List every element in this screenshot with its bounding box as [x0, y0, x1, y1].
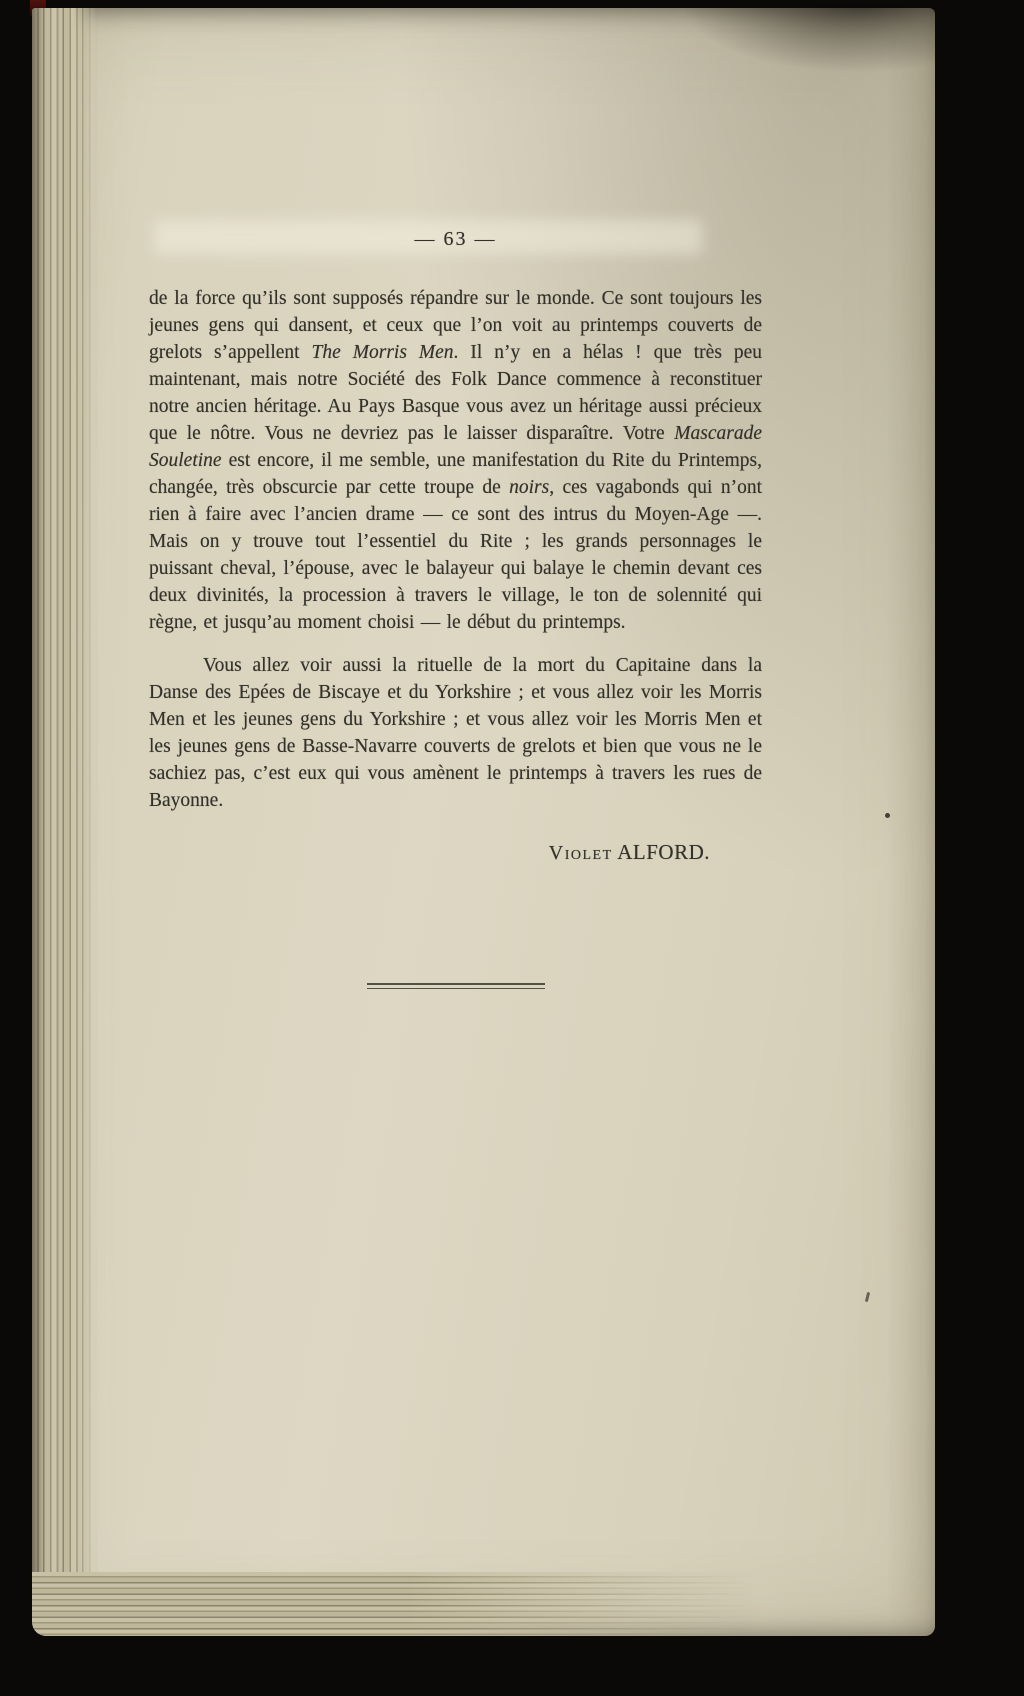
page-content	[149, 8, 762, 989]
italic-morris-men: The Morris Men	[311, 342, 454, 363]
text-run: , ces vagabonds qui n’ont rien à faire avec l’ancien drame — ce sont des intrus du Moyen-Age —. Mais on y trouve tout l’essentiel du Rite ; les grands personnages le puissant cheval, l’épouse, avec le balayeur qui balaye le chemin devant ces deux divinités, la procession à travers le village, le ton de solennité qui règne, et jusqu’au moment choisi — le début du printemps.	[149, 477, 762, 633]
signature-last-name: ALFORD.	[612, 840, 710, 864]
book-page	[32, 8, 935, 1636]
text-run: . Il n’y en a hélas ! que très peu maintenant, mais notre Société des Folk Dance commence à reconstituer notre ancien héritage. Au Pays Basque vous avez un héritage aussi précieux que le nôtre. Vous ne devriez pas le laisser disparaître. Votre	[149, 342, 763, 444]
page-number: — 63 —	[414, 228, 497, 250]
scan-speck	[885, 813, 890, 818]
signature-first-name: Violet	[548, 842, 613, 864]
paragraph-opening	[149, 285, 762, 636]
page-edges-bottom	[32, 1572, 935, 1636]
section-end-rule	[367, 983, 545, 989]
text-run: de la force qu’ils sont supposés répandre sur le monde. Ce sont toujours les jeunes gens qui dansent, et ceux que l’on voit au printemps couverts de grelots s’appellent	[149, 288, 762, 363]
italic-noirs: noirs	[509, 477, 550, 498]
page-edges-gutter	[32, 8, 98, 1636]
author-signature	[149, 840, 762, 865]
text-run: est encore, il me semble, une manifestation du Rite du Printemps, changée, très obscurcie par cette troupe de	[149, 450, 762, 498]
paragraph-closing: Vous allez voir aussi la rituelle de la mort du Capitaine dans la Danse des Epées de Biscaye et du Yorkshire ; et vous allez voir les Morris Men et les jeunes gens du Yorkshire ; et vous allez voir les Morris Men et les jeunes gens de Basse-Navarre couverts de grelots et bien que vous ne le sachiez pas, c’est eux qui vous amènent le printemps à travers les rues de Bayonne.	[149, 655, 762, 811]
italic-mascarade-souletine: Mascarade Souletine	[149, 423, 762, 471]
